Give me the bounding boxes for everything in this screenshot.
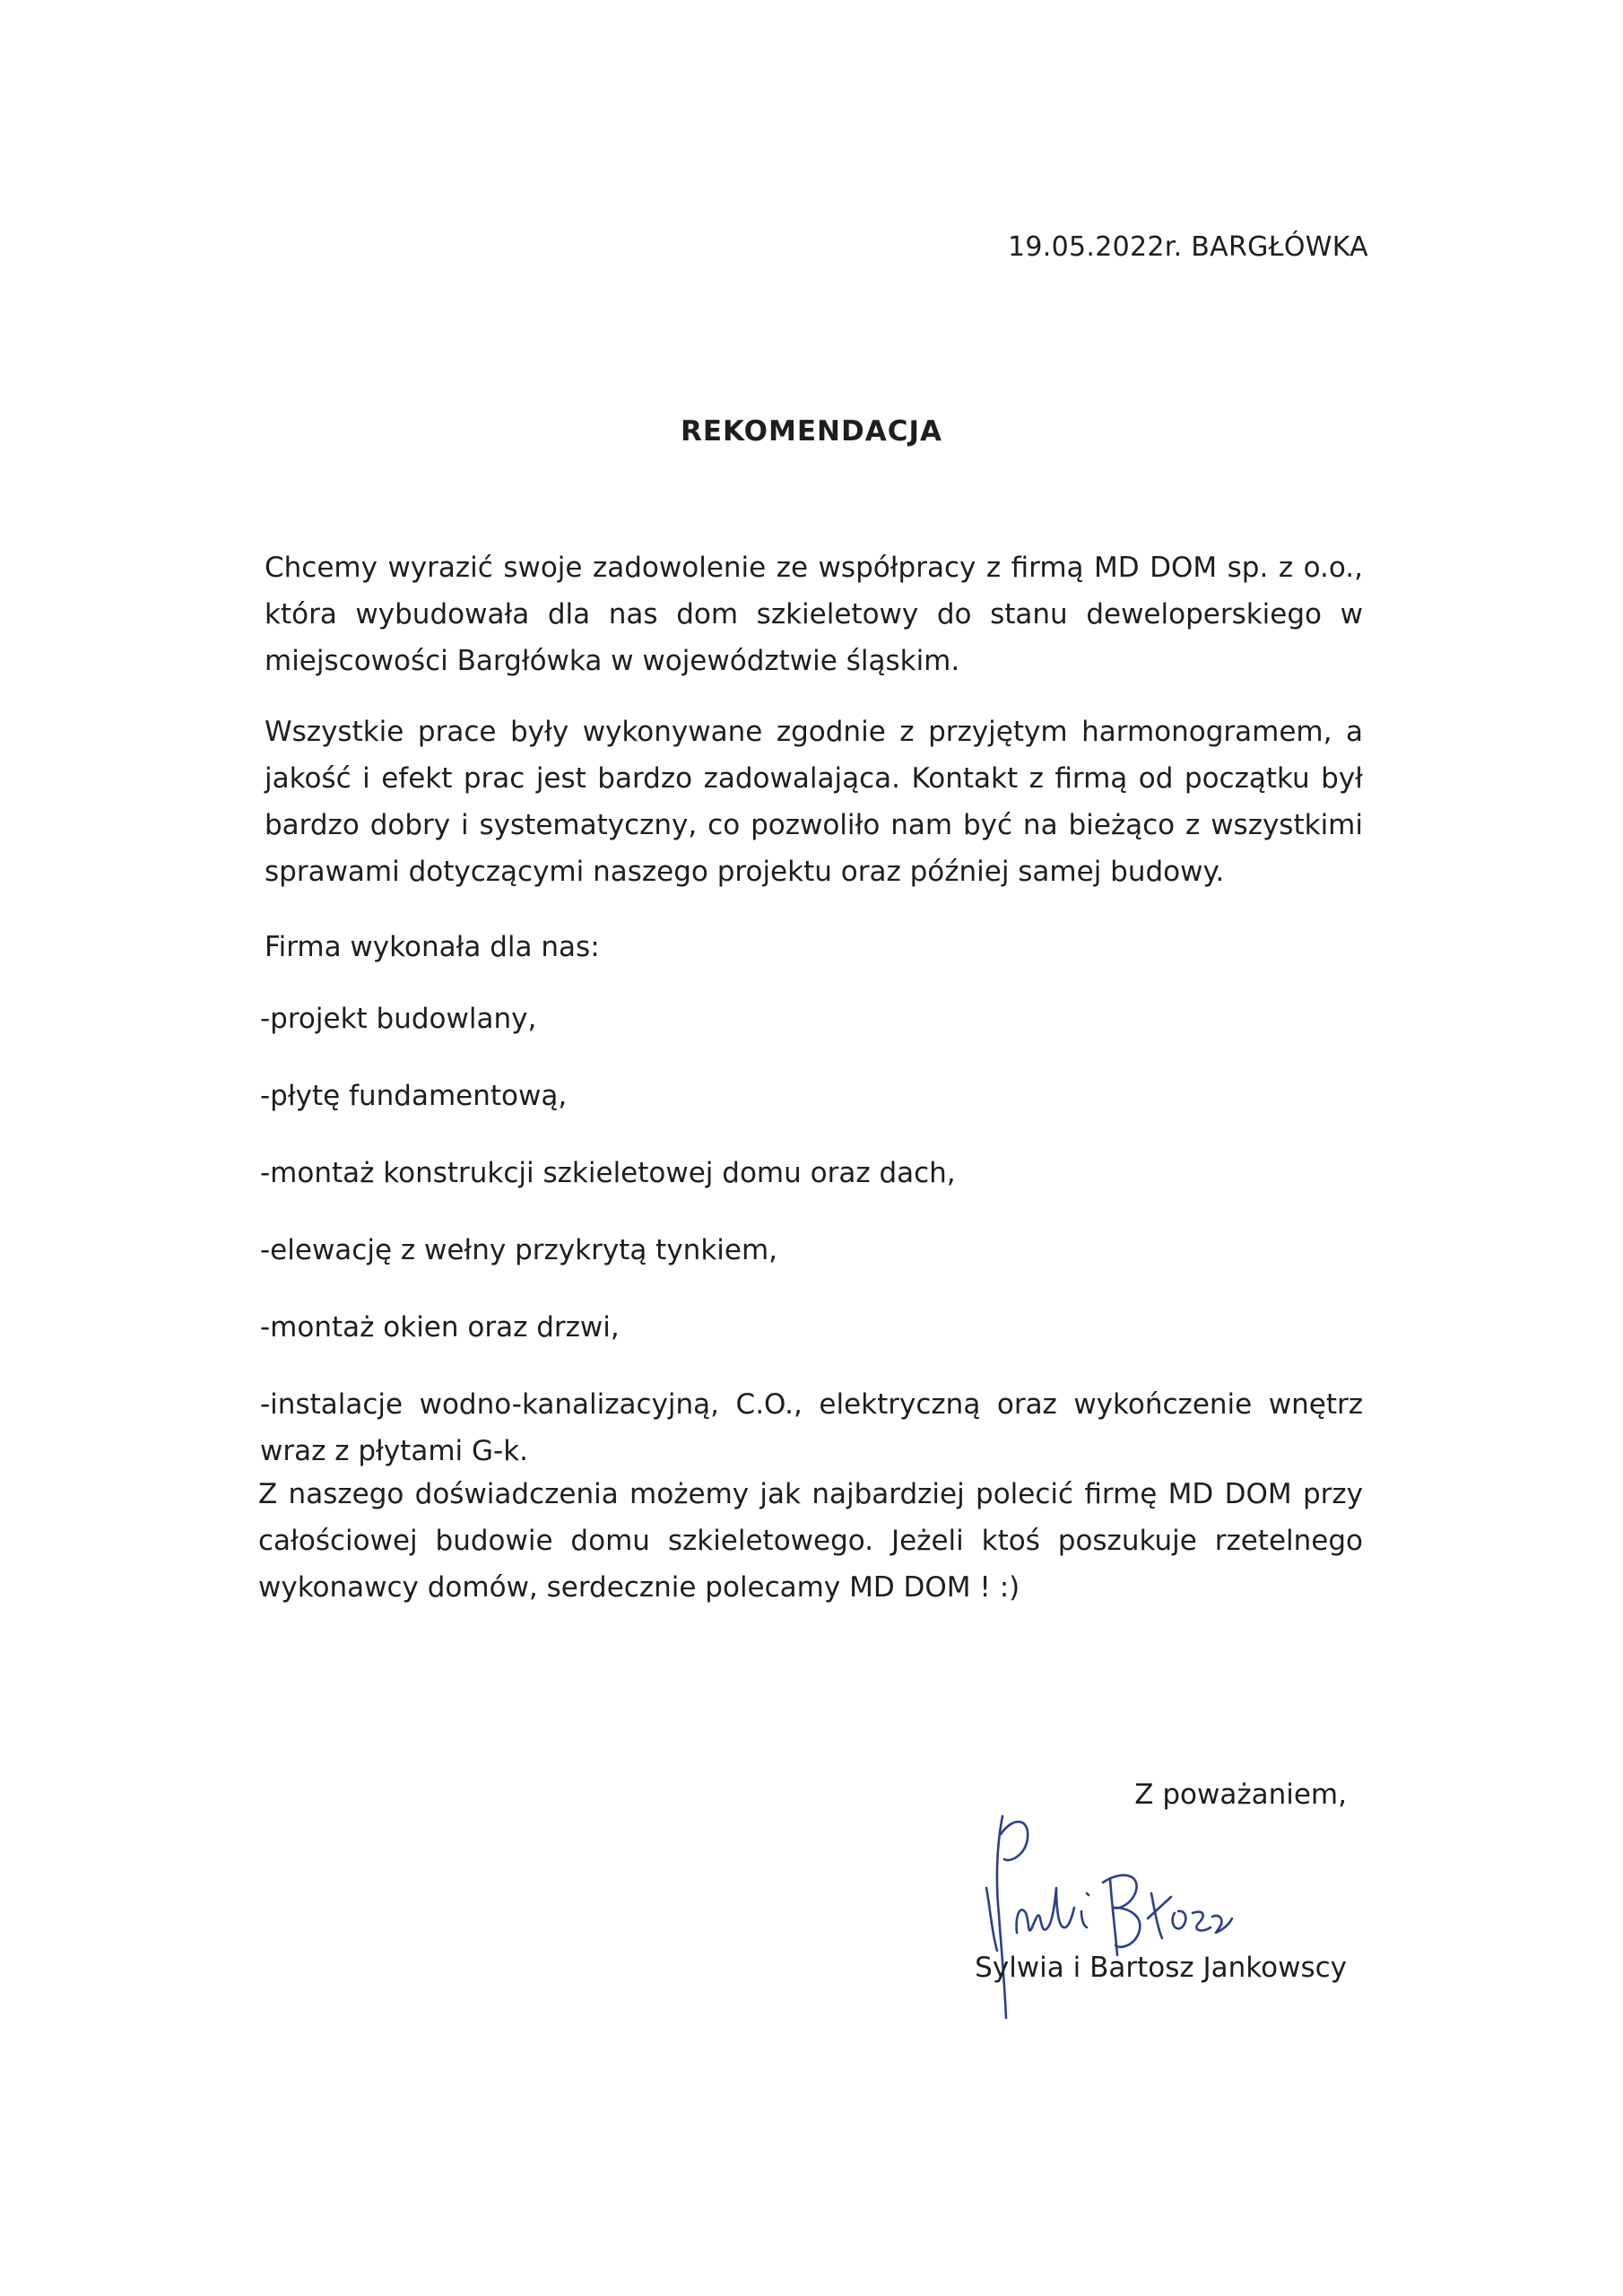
closing-salutation: Z poważaniem, xyxy=(1134,1779,1347,1811)
list-item: -projekt budowlany, xyxy=(260,1003,537,1035)
paragraph-intro: Chcemy wyrazić swoje zadowolenie ze współpracy z firmą MD DOM sp. z o.o., która wybudowała dla nas dom szkieletowy do stanu deweloperskiego w miejscowości Bargłówka w województwie śląskim. xyxy=(265,552,1363,677)
list-item: -elewację z wełny przykrytą tynkiem, xyxy=(260,1234,778,1266)
paragraph-work-quality: Wszystkie prace były wykonywane zgodnie z przyjętym harmonogramem, a jakość i efekt prac jest bardzo zadowalająca. Kontakt z firmą od początku był bardzo dobry i systematyczny, co pozwoliło nam być na bieżąco z wszystkimi sprawami dotyczącymi naszego projektu oraz później samej budowy. xyxy=(265,716,1363,888)
work-items-list xyxy=(260,996,1363,1474)
list-item: -płytę fundamentową, xyxy=(260,1080,568,1112)
list-intro: Firma wykonała dla nas: xyxy=(265,931,600,963)
list-item: -instalacje wodno-kanalizacyjną, C.O., elektryczną oraz wykończenie wnętrz wraz z płytami G-k. xyxy=(260,1388,1363,1467)
document-title: REKOMENDACJA xyxy=(681,415,942,448)
paragraph-recommendation: Z naszego doświadczenia możemy jak najbardziej polecić firmę MD DOM przy całościowej budowie domu szkieletowego. Jeżeli ktoś poszukuje rzetelnego wykonawcy domów, serdecznie polecamy MD DOM ! :) xyxy=(258,1478,1363,1604)
list-item: -montaż okien oraz drzwi, xyxy=(260,1311,620,1344)
signers-names: Sylwia i Bartosz Jankowscy xyxy=(975,1952,1347,1984)
date-place: 19.05.2022r. BARGŁÓWKA xyxy=(1007,231,1368,263)
list-item: -montaż konstrukcji szkieletowej domu oraz dach, xyxy=(260,1157,956,1189)
handwritten-signature xyxy=(950,1807,1291,2040)
